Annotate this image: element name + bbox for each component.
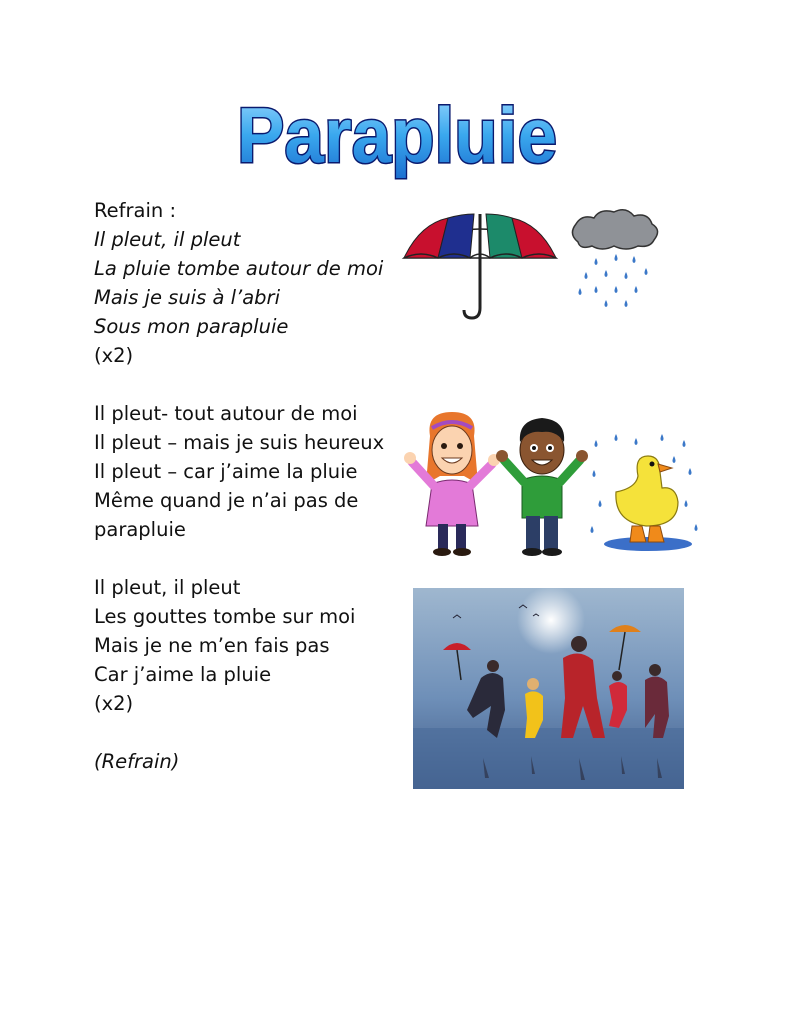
- umbrella-icon: [400, 212, 560, 322]
- page-title: [232, 82, 562, 192]
- lyric-line: Il pleut- tout autour de moi: [94, 402, 358, 425]
- lyrics: [94, 196, 394, 776]
- duck-in-rain: [586, 430, 702, 554]
- lyric-line: Il pleut – car j’aime la pluie: [94, 460, 358, 483]
- lyric-line: Il pleut, il pleut: [94, 576, 241, 599]
- lyric-line: Il pleut – mais je suis heureux: [94, 431, 385, 454]
- blank-line: [94, 544, 394, 573]
- title-text: Parapluie: [237, 91, 557, 179]
- blank-line: [94, 370, 394, 399]
- lyric-line: Il pleut, il pleut: [94, 228, 241, 251]
- lyric-line: parapluie: [94, 518, 186, 541]
- lyric-line: (x2): [94, 692, 134, 715]
- title-wordart: [232, 82, 562, 192]
- boy-cartoon: [496, 410, 588, 558]
- people-dancing-in-rain-painting: [413, 588, 684, 789]
- lyric-line: (x2): [94, 344, 134, 367]
- lyric-line: Car j’aime la pluie: [94, 663, 272, 686]
- lyric-line: Mais je ne m’en fais pas: [94, 634, 330, 657]
- lyric-line: Mais je suis à l’abri: [94, 286, 280, 309]
- rain-cloud-icon: [566, 206, 662, 320]
- lyric-line: Refrain :: [94, 199, 177, 222]
- lyric-line: La pluie tombe autour de moi: [94, 257, 384, 280]
- lyric-line: Même quand je n’ai pas de: [94, 489, 359, 512]
- blank-line: [94, 718, 394, 747]
- lyric-line: Sous mon parapluie: [94, 315, 289, 338]
- girl-cartoon: [404, 406, 500, 558]
- lyric-line: (Refrain): [94, 750, 180, 773]
- lyric-line: Les gouttes tombe sur moi: [94, 605, 356, 628]
